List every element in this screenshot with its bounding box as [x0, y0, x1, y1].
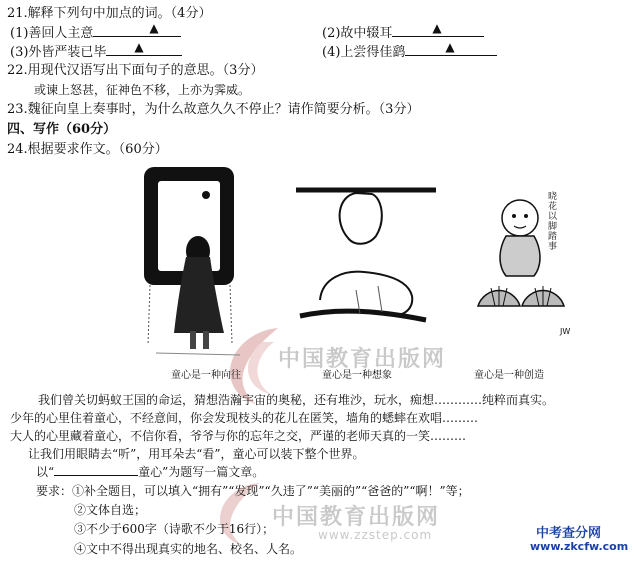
- watermark-text: 中国教育出版网: [278, 346, 447, 372]
- q22-title: 22.用现代汉语写出下面句子的意思。（3分）: [7, 63, 264, 78]
- illustration-signature: JW: [560, 327, 571, 336]
- illustration-handwriting: 晓花以脚踏事: [548, 192, 558, 252]
- q21-item-4-text: (4)上尝得佳鹞: [322, 45, 406, 60]
- triangle-icon: ▲: [134, 40, 144, 54]
- q21-item-2-text: (2)故中辍耳: [322, 26, 393, 41]
- q23-title: 23.魏征向皇上奏事时，为什么故意久久不停止？请作简要分析。（3分）: [7, 102, 420, 117]
- q21-item-1-blank[interactable]: [93, 21, 181, 37]
- requirement-4: ④文中不得出现真实的地名、校名、人名。: [74, 542, 303, 556]
- paragraph-1: 我们曾关切蚂蚁王国的命运，猜想浩瀚宇宙的奥秘，还有堆沙，玩水，痴想…………纯粹而真实。: [38, 393, 555, 407]
- prompt-line: [36, 464, 264, 480]
- caption-1: 童心是一种向往: [171, 370, 241, 381]
- q21-item-2: [322, 21, 484, 42]
- prompt-prefix: 以“: [36, 465, 55, 479]
- section4-title: 四、写作（60分）: [7, 122, 117, 137]
- title-blank[interactable]: [54, 464, 138, 476]
- site-logo-url: www.zkcfw.com: [530, 540, 629, 553]
- girl-at-window-illustration: [140, 165, 250, 370]
- paragraph-2: 少年的心里住着童心，不经意间，你会发现枝头的花儿在匿笑，墙角的蟋蟀在欢唱………: [10, 411, 479, 425]
- triangle-icon: ▲: [149, 21, 159, 35]
- q21-item-2-blank[interactable]: [392, 21, 484, 37]
- requirement-2: ②文体自选；: [74, 503, 147, 517]
- caption-3: 童心是一种创造: [474, 370, 544, 381]
- requirement-1-text: ①补全题目，可以填入“拥有”“发现”“久违了”“美丽的”“爸爸的”“啊！”等；: [72, 484, 470, 498]
- site-logo-name: 中考查分网: [536, 526, 602, 541]
- watermark-text-2: 中国教育出版网: [272, 504, 441, 530]
- watermark-url: www.zzstep.com: [318, 528, 433, 542]
- q24-title: 24.根据要求作文。（60分）: [7, 142, 168, 157]
- prompt-suffix: 童心”为题写一篇文章。: [138, 465, 265, 479]
- q21-title: 21.解释下列句中加点的词。（4分）: [7, 6, 212, 21]
- q21-item-3: [10, 40, 182, 61]
- triangle-icon: ▲: [445, 40, 455, 54]
- q21-item-4-blank[interactable]: [405, 40, 497, 56]
- requirement-1: [36, 483, 470, 499]
- q21-item-3-blank[interactable]: [106, 40, 182, 56]
- requirement-3: ③不少于600字（诗歌不少于16行）；: [74, 522, 275, 536]
- triangle-icon: ▲: [432, 21, 442, 35]
- q21-item-1-text: (1)善回人主意: [10, 26, 94, 41]
- q21-item-1: [10, 21, 181, 42]
- imagination-shapes-illustration: [296, 182, 436, 332]
- caption-2: 童心是一种想象: [322, 370, 392, 381]
- q21-item-4: [322, 40, 497, 61]
- paragraph-3: 大人的心里藏着童心，不信你看，爷爷与你的忘年之交，严谨的老师天真的一笑………: [10, 429, 467, 443]
- paragraph-4: 让我们用眼睛去“听”，用耳朵去“看”，童心可以装下整个世界。: [28, 447, 365, 461]
- requirements-label: 要求：: [36, 484, 73, 498]
- q22-sentence: 或谏上怒甚，征神色不移，上亦为霁威。: [34, 83, 251, 97]
- q21-item-3-text: (3)外皆严装已毕: [10, 45, 107, 60]
